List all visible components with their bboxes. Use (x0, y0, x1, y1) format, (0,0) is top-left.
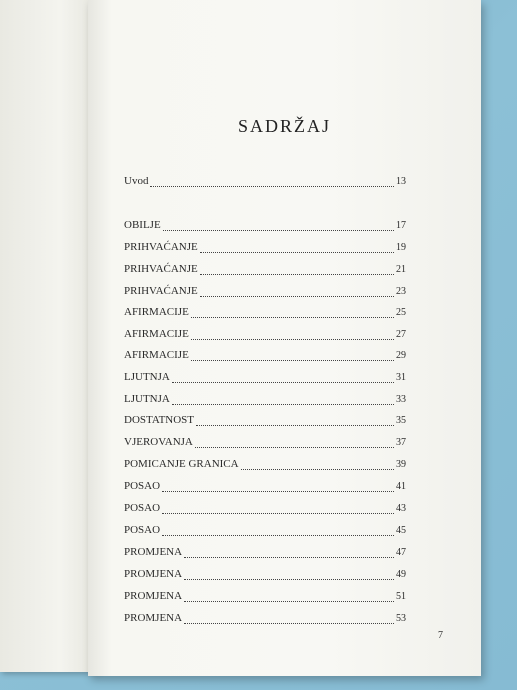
toc-entry (124, 436, 406, 452)
toc-entry (124, 328, 406, 344)
toc-entry-label: AFIRMACIJE (124, 306, 189, 318)
toc-entry (124, 546, 406, 562)
toc-entry (124, 371, 406, 387)
toc-entry-label: DOSTATNOST (124, 414, 195, 426)
toc-entry (124, 175, 406, 191)
toc-entry-page: 27 (396, 329, 406, 340)
toc-entry-label: AFIRMACIJE (124, 328, 189, 340)
toc-entry (124, 241, 406, 257)
toc-entry-page: 47 (396, 547, 406, 558)
toc-leader-dots (196, 417, 394, 426)
toc-entry-page: 33 (396, 394, 406, 405)
toc-entry-page: 23 (396, 286, 406, 297)
toc-leader-dots (172, 374, 394, 383)
toc-entry-label: PROMJENA (124, 568, 183, 580)
toc-entry (124, 502, 406, 518)
toc-entry-label: PROMJENA (124, 612, 183, 624)
toc-entry (124, 393, 406, 409)
toc-entry (124, 349, 406, 365)
toc-entry-page: 37 (396, 437, 406, 448)
toc-entry-label: PRIHVAĆANJE (124, 285, 198, 297)
toc-entry-page: 13 (396, 176, 406, 187)
toc-entry-page: 35 (396, 415, 406, 426)
toc-entry-page: 17 (396, 220, 406, 231)
toc-entry (124, 219, 406, 235)
toc-entry-label: PROMJENA (124, 590, 183, 602)
toc-leader-dots (184, 549, 394, 558)
toc-entry (124, 524, 406, 540)
toc-leader-dots (163, 222, 394, 231)
toc-leader-dots (191, 352, 394, 361)
toc-entry-page: 19 (396, 242, 406, 253)
toc-entry-label: POSAO (124, 502, 161, 514)
toc-leader-dots (150, 178, 394, 187)
toc-entry-label: POMICANJE GRANICA (124, 458, 239, 470)
toc-entry (124, 568, 406, 584)
toc-entry-label: OBILJE (124, 219, 161, 231)
toc-leader-dots (241, 461, 394, 470)
toc-entry-page: 51 (396, 591, 406, 602)
book-page (88, 0, 481, 676)
toc-entry-label: POSAO (124, 480, 161, 492)
toc-entry-page: 21 (396, 264, 406, 275)
toc-entry-page: 49 (396, 569, 406, 580)
toc-entry (124, 306, 406, 322)
toc-entry (124, 458, 406, 474)
toc-leader-dots (172, 396, 394, 405)
toc-entry (124, 590, 406, 606)
toc-entry (124, 263, 406, 279)
toc-leader-dots (195, 439, 394, 448)
toc-entry-label: AFIRMACIJE (124, 349, 189, 361)
toc-entry-label: LJUTNJA (124, 393, 170, 405)
toc-entry-page: 43 (396, 503, 406, 514)
toc-leader-dots (191, 331, 394, 340)
toc-leader-dots (184, 593, 394, 602)
toc-leader-dots (200, 288, 394, 297)
toc-entry-label: PROMJENA (124, 546, 183, 558)
page-number: 7 (438, 630, 443, 641)
toc-entry-page: 45 (396, 525, 406, 536)
toc-leader-dots (200, 244, 394, 253)
toc-entry-page: 53 (396, 613, 406, 624)
toc-leader-dots (162, 483, 394, 492)
toc-entry-page: 39 (396, 459, 406, 470)
toc-leader-dots (162, 505, 394, 514)
toc-entry-label: VJEROVANJA (124, 436, 193, 448)
toc-entry (124, 285, 406, 301)
toc-leader-dots (191, 309, 394, 318)
toc-entry-label: PRIHVAĆANJE (124, 263, 198, 275)
toc-entry-label: LJUTNJA (124, 371, 170, 383)
toc-entry (124, 612, 406, 628)
toc-leader-dots (200, 266, 394, 275)
toc-leader-dots (184, 571, 394, 580)
toc-entry (124, 414, 406, 430)
toc-entry-label: Uvod (124, 175, 149, 187)
page-title: SADRŽAJ (237, 116, 331, 136)
toc-entry-page: 41 (396, 481, 406, 492)
toc-entry-label: PRIHVAĆANJE (124, 241, 198, 253)
toc-entry-page: 25 (396, 307, 406, 318)
toc-entry (124, 480, 406, 496)
facing-page (0, 0, 100, 672)
toc-leader-dots (184, 615, 394, 624)
toc-entry-page: 31 (396, 372, 406, 383)
toc-leader-dots (162, 527, 394, 536)
toc-entry-page: 29 (396, 350, 406, 361)
toc-entry-label: POSAO (124, 524, 161, 536)
